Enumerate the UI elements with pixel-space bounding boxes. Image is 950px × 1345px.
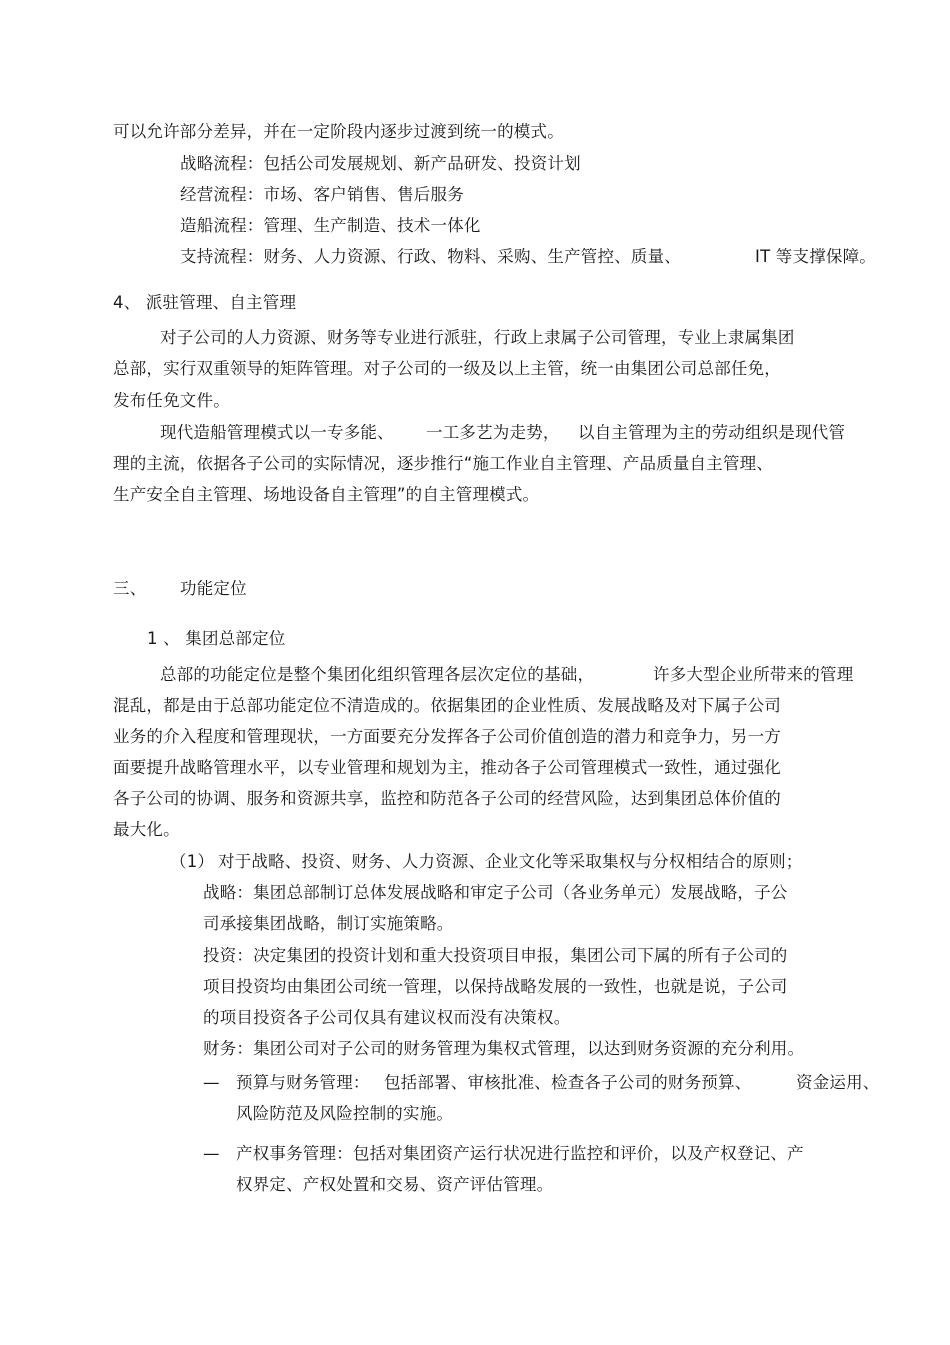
- section-4-para1-line3: [113, 390, 230, 412]
- bullet-1-line1b: [384, 1072, 751, 1094]
- text: 对于战略、投资、财务、人力资源、企业文化等采取集权与分权相结合的原则；: [218, 852, 803, 871]
- text: 可以允许部分差异，并在一定阶段内逐步过渡到统一的模式。: [113, 122, 564, 141]
- section-4-para2-line1b: [426, 422, 560, 444]
- text: 面要提升战略管理水平，以专业管理和规划为主，推动各子公司管理模式一致性，通过强化: [113, 758, 781, 777]
- heading-text: 1 、 集团总部定位: [147, 629, 286, 648]
- text: 最大化。: [113, 820, 180, 839]
- strategy-line2: [203, 913, 454, 935]
- bullet-1-line1a: [236, 1072, 370, 1094]
- process-label: 战略流程：: [180, 154, 264, 173]
- section-3-number: [113, 578, 146, 600]
- section-4-heading: [113, 292, 296, 314]
- sub-1-para-line1a: [160, 664, 594, 686]
- investment-line1: [203, 945, 788, 967]
- investment-line3: [203, 1007, 570, 1029]
- process-text: 财务、人力资源、行政、物料、采购、生产管控、质量、: [263, 247, 681, 266]
- dash: —: [203, 1073, 220, 1092]
- text: 的项目投资各子公司仅具有建议权而没有决策权。: [203, 1008, 571, 1027]
- bullet-1-line2: [236, 1103, 453, 1125]
- bullet-dash: [203, 1143, 220, 1165]
- text: 三、: [113, 579, 147, 598]
- section-4-para2-line1c: [578, 422, 845, 444]
- finance-line: [203, 1038, 804, 1060]
- bullet-dash: [203, 1072, 220, 1094]
- text: 风险防范及风险控制的实施。: [236, 1104, 454, 1123]
- item-1-marker: [170, 851, 214, 873]
- text: 总部，实行双重领导的矩阵管理。对子公司的一级及以上主管，统一由集团公司总部任免，: [113, 359, 781, 378]
- text: 功能定位: [180, 579, 247, 598]
- text: （1）: [170, 852, 215, 871]
- text: 各子公司的协调、服务和资源共享，监控和防范各子公司的经营风险，达到集团总体价值的: [113, 789, 781, 808]
- text: 许多大型企业所带来的管理: [653, 665, 854, 684]
- section-4-para1-line1: [160, 327, 795, 349]
- investment-line2: [203, 976, 788, 998]
- bullet-2-line1: [236, 1143, 804, 1165]
- process-support: [180, 246, 681, 268]
- text: 预算与财务管理：: [236, 1073, 370, 1092]
- process-text: 管理、生产制造、技术一体化: [263, 216, 481, 235]
- text: 发布任免文件。: [113, 391, 230, 410]
- text: 现代造船管理模式以一专多能、: [160, 423, 394, 442]
- process-strategy: [180, 153, 581, 175]
- process-operations: [180, 184, 464, 206]
- process-text: 市场、客户销售、售后服务: [263, 185, 464, 204]
- sub-1-heading: [147, 628, 286, 650]
- process-support-tail: [755, 246, 876, 268]
- text: 对子公司的人力资源、财务等专业进行派驻，行政上隶属子公司管理，专业上隶属集团: [160, 328, 795, 347]
- item-1-text: [218, 851, 803, 873]
- section-3-title: [180, 578, 247, 600]
- dash: —: [203, 1144, 220, 1163]
- text: 一工多艺为走势，: [426, 423, 560, 442]
- text: 投资：决定集团的投资计划和重大投资项目申报，集团公司下属的所有子公司的: [203, 946, 788, 965]
- heading-text: 4、 派驻管理、自主管理: [113, 293, 297, 312]
- text: 生产安全自主管理、场地设备自主管理”的自主管理模式。: [113, 485, 540, 504]
- text: 战略：集团总部制订总体发展战略和审定子公司（各业务单元）发展战略，子公: [203, 883, 788, 902]
- process-text: 包括公司发展规划、新产品研发、投资计划: [263, 154, 581, 173]
- section-4-para1-line2: [113, 358, 781, 380]
- process-text: IT 等支撑保障。: [755, 247, 876, 266]
- strategy-line1: [203, 882, 788, 904]
- text: 总部的功能定位是整个集团化组织管理各层次定位的基础，: [160, 665, 595, 684]
- text: 混乱，都是由于总部功能定位不清造成的。依据集团的企业性质、发展战略及对下属子公司: [113, 696, 781, 715]
- text: 项目投资均由集团公司统一管理，以保持战略发展的一致性，也就是说，子公司: [203, 977, 788, 996]
- text: 以自主管理为主的劳动组织是现代管: [578, 423, 846, 442]
- process-label: 经营流程：: [180, 185, 264, 204]
- process-shipbuilding: [180, 215, 481, 237]
- section-4-para2-line2: [113, 453, 773, 475]
- section-4-para2-line1a: [160, 422, 394, 444]
- sub-1-para-line5: [113, 788, 781, 810]
- text: 业务的介入程度和管理现状，一方面要充分发挥各子公司价值创造的潜力和竞争力，另一方: [113, 727, 781, 746]
- bullet-1-line1c: [796, 1072, 880, 1094]
- sub-1-para-line1b: [653, 664, 853, 686]
- bullet-2-line2: [236, 1174, 553, 1196]
- text: 权界定、产权处置和交易、资产评估管理。: [236, 1175, 554, 1194]
- sub-1-para-line4: [113, 757, 781, 779]
- section-4-para2-line3: [113, 484, 539, 506]
- text: 司承接集团战略，制订实施策略。: [203, 914, 454, 933]
- text: 资金运用、: [796, 1073, 880, 1092]
- sub-1-para-line2: [113, 695, 781, 717]
- sub-1-para-line6: [113, 819, 180, 841]
- text: 产权事务管理：包括对集团资产运行状况进行监控和评价，以及产权登记、产: [236, 1144, 804, 1163]
- process-label: 支持流程：: [180, 247, 264, 266]
- text: 理的主流，依据各子公司的实际情况，逐步推行“施工作业自主管理、产品质量自主管理、: [113, 454, 774, 473]
- sub-1-para-line3: [113, 726, 781, 748]
- process-label: 造船流程：: [180, 216, 264, 235]
- text: 财务：集团公司对子公司的财务管理为集权式管理，以达到财务资源的充分利用。: [203, 1039, 805, 1058]
- text: 包括部署、审核批准、检查各子公司的财务预算、: [384, 1073, 752, 1092]
- intro-line: [113, 121, 564, 143]
